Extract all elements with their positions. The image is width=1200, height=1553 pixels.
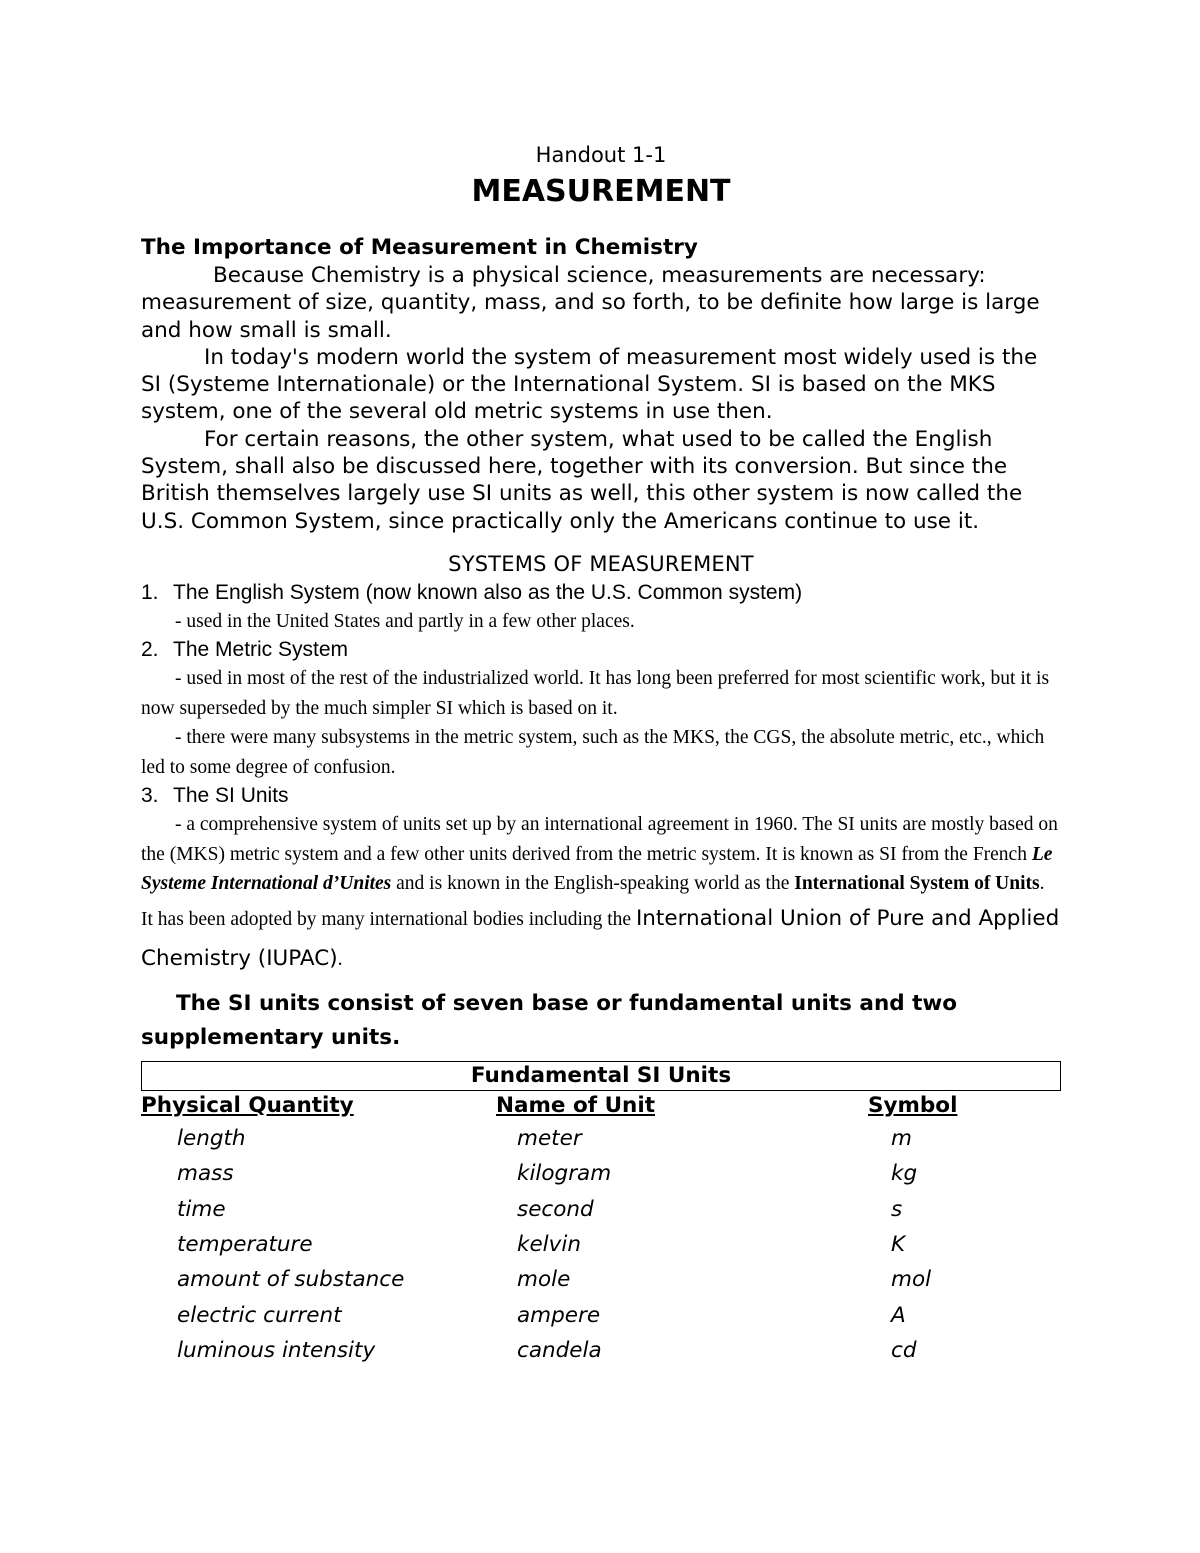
handout-label: Handout 1-1 — [535, 143, 667, 167]
si-description — [141, 810, 1061, 979]
header-physical-quantity: Physical Quantity — [141, 1092, 354, 1118]
document-title: MEASUREMENT — [471, 174, 731, 209]
system-number: 2. — [141, 638, 159, 662]
french-name: Le Systeme International d’Unites — [141, 843, 1053, 895]
system-title — [141, 636, 1061, 664]
system-title-text: The Metric System — [173, 638, 349, 662]
symbol-cell: cd — [891, 1337, 917, 1363]
system-description: - there were many subsystems in the metric system, such as the MKS, the CGS, the absolute metric, etc., which led to some degree of confusion. — [141, 727, 1045, 778]
quantity-cell: amount of substance — [177, 1267, 405, 1293]
unit-cell: candela — [517, 1337, 602, 1363]
iupac-name: International Union of Pure and Applied Chemistry (IUPAC) — [141, 905, 1060, 971]
quantity-cell: time — [177, 1196, 226, 1222]
si-consist-statement: The SI units consist of seven base or fundamental units and two supplementary units. — [141, 990, 958, 1050]
unit-cell: meter — [517, 1126, 582, 1152]
table-row — [141, 1121, 1061, 1156]
quantity-cell: mass — [177, 1161, 234, 1187]
unit-cell: ampere — [517, 1302, 601, 1328]
system-title — [141, 579, 1061, 607]
fundamental-units-table — [141, 1091, 1061, 1368]
symbol-cell: m — [891, 1126, 912, 1152]
symbol-cell: kg — [891, 1161, 918, 1187]
symbol-cell: s — [891, 1196, 903, 1222]
si-description-part: . — [337, 948, 343, 970]
si-description-part: - a comprehensive system of units set up by an international agreement in 1960. The SI units are mostly based on the (MKS) metric system and a few other units derived from the metric system. It is known as SI from the French — [141, 814, 1058, 865]
table-row — [141, 1156, 1061, 1191]
quantity-cell: temperature — [177, 1232, 313, 1257]
si-description-part: . It has been adopted by many international bodies including the — [141, 873, 1045, 930]
system-number: 1. — [141, 580, 159, 604]
unit-cell: second — [517, 1196, 594, 1222]
english-name: International System of Units — [794, 873, 1040, 895]
document-page — [141, 138, 1061, 1368]
importance-paragraph-1: Because Chemistry is a physical science, measurements are necessary: measurement of size, quantity, mass, and so forth, to be definite how large is large and how small is small. — [141, 263, 1040, 343]
symbol-cell: A — [891, 1302, 906, 1328]
unit-cell: mole — [517, 1267, 571, 1293]
system-item-si — [141, 782, 1061, 979]
table-row — [141, 1297, 1061, 1332]
importance-paragraph-3: For certain reasons, the other system, what used to be called the English System, shall also be discussed here, together with its conversion. But since the British themselves largely use SI units as well, this other system is now called the U.S. Common System, since practically only the Americans continue to use it. — [141, 426, 1023, 534]
system-item-english — [141, 579, 1061, 637]
systems-heading: SYSTEMS OF MEASUREMENT — [448, 551, 754, 576]
system-description: - used in the United States and partly in a few other places. — [175, 610, 635, 632]
quantity-cell: length — [177, 1126, 246, 1152]
system-description: - used in most of the rest of the industrialized world. It has long been preferred for most scientific work, but it is now superseded by the much simpler SI which is based on it. — [141, 668, 1050, 719]
quantity-cell: luminous intensity — [177, 1337, 376, 1363]
table-caption: Fundamental SI Units — [141, 1061, 1061, 1091]
symbol-cell: K — [891, 1232, 906, 1257]
header-name-of-unit: Name of Unit — [496, 1092, 655, 1118]
si-description-part: and is known in the English-speaking world as the — [391, 873, 795, 895]
system-title-text: The SI Units — [173, 784, 289, 808]
unit-cell: kelvin — [517, 1232, 581, 1257]
system-title — [141, 782, 1061, 810]
symbol-cell: mol — [891, 1267, 932, 1293]
table-header-row — [141, 1091, 1061, 1121]
importance-paragraph-2: In today's modern world the system of measurement most widely used is the SI (Systeme Internationale) or the International System. SI is based on the MKS system, one of the several old metric systems in use then. — [141, 344, 1038, 425]
header-symbol: Symbol — [868, 1092, 958, 1118]
quantity-cell: electric current — [177, 1302, 342, 1328]
table-row — [141, 1227, 1061, 1262]
table-row — [141, 1262, 1061, 1297]
unit-cell: kilogram — [517, 1161, 612, 1187]
system-title-text: The English System (now known also as the U.S. Common system) — [173, 580, 803, 604]
table-row — [141, 1192, 1061, 1227]
system-number: 3. — [141, 784, 159, 808]
importance-heading: The Importance of Measurement in Chemistry — [141, 235, 698, 260]
table-row — [141, 1333, 1061, 1368]
system-item-metric — [141, 636, 1061, 782]
